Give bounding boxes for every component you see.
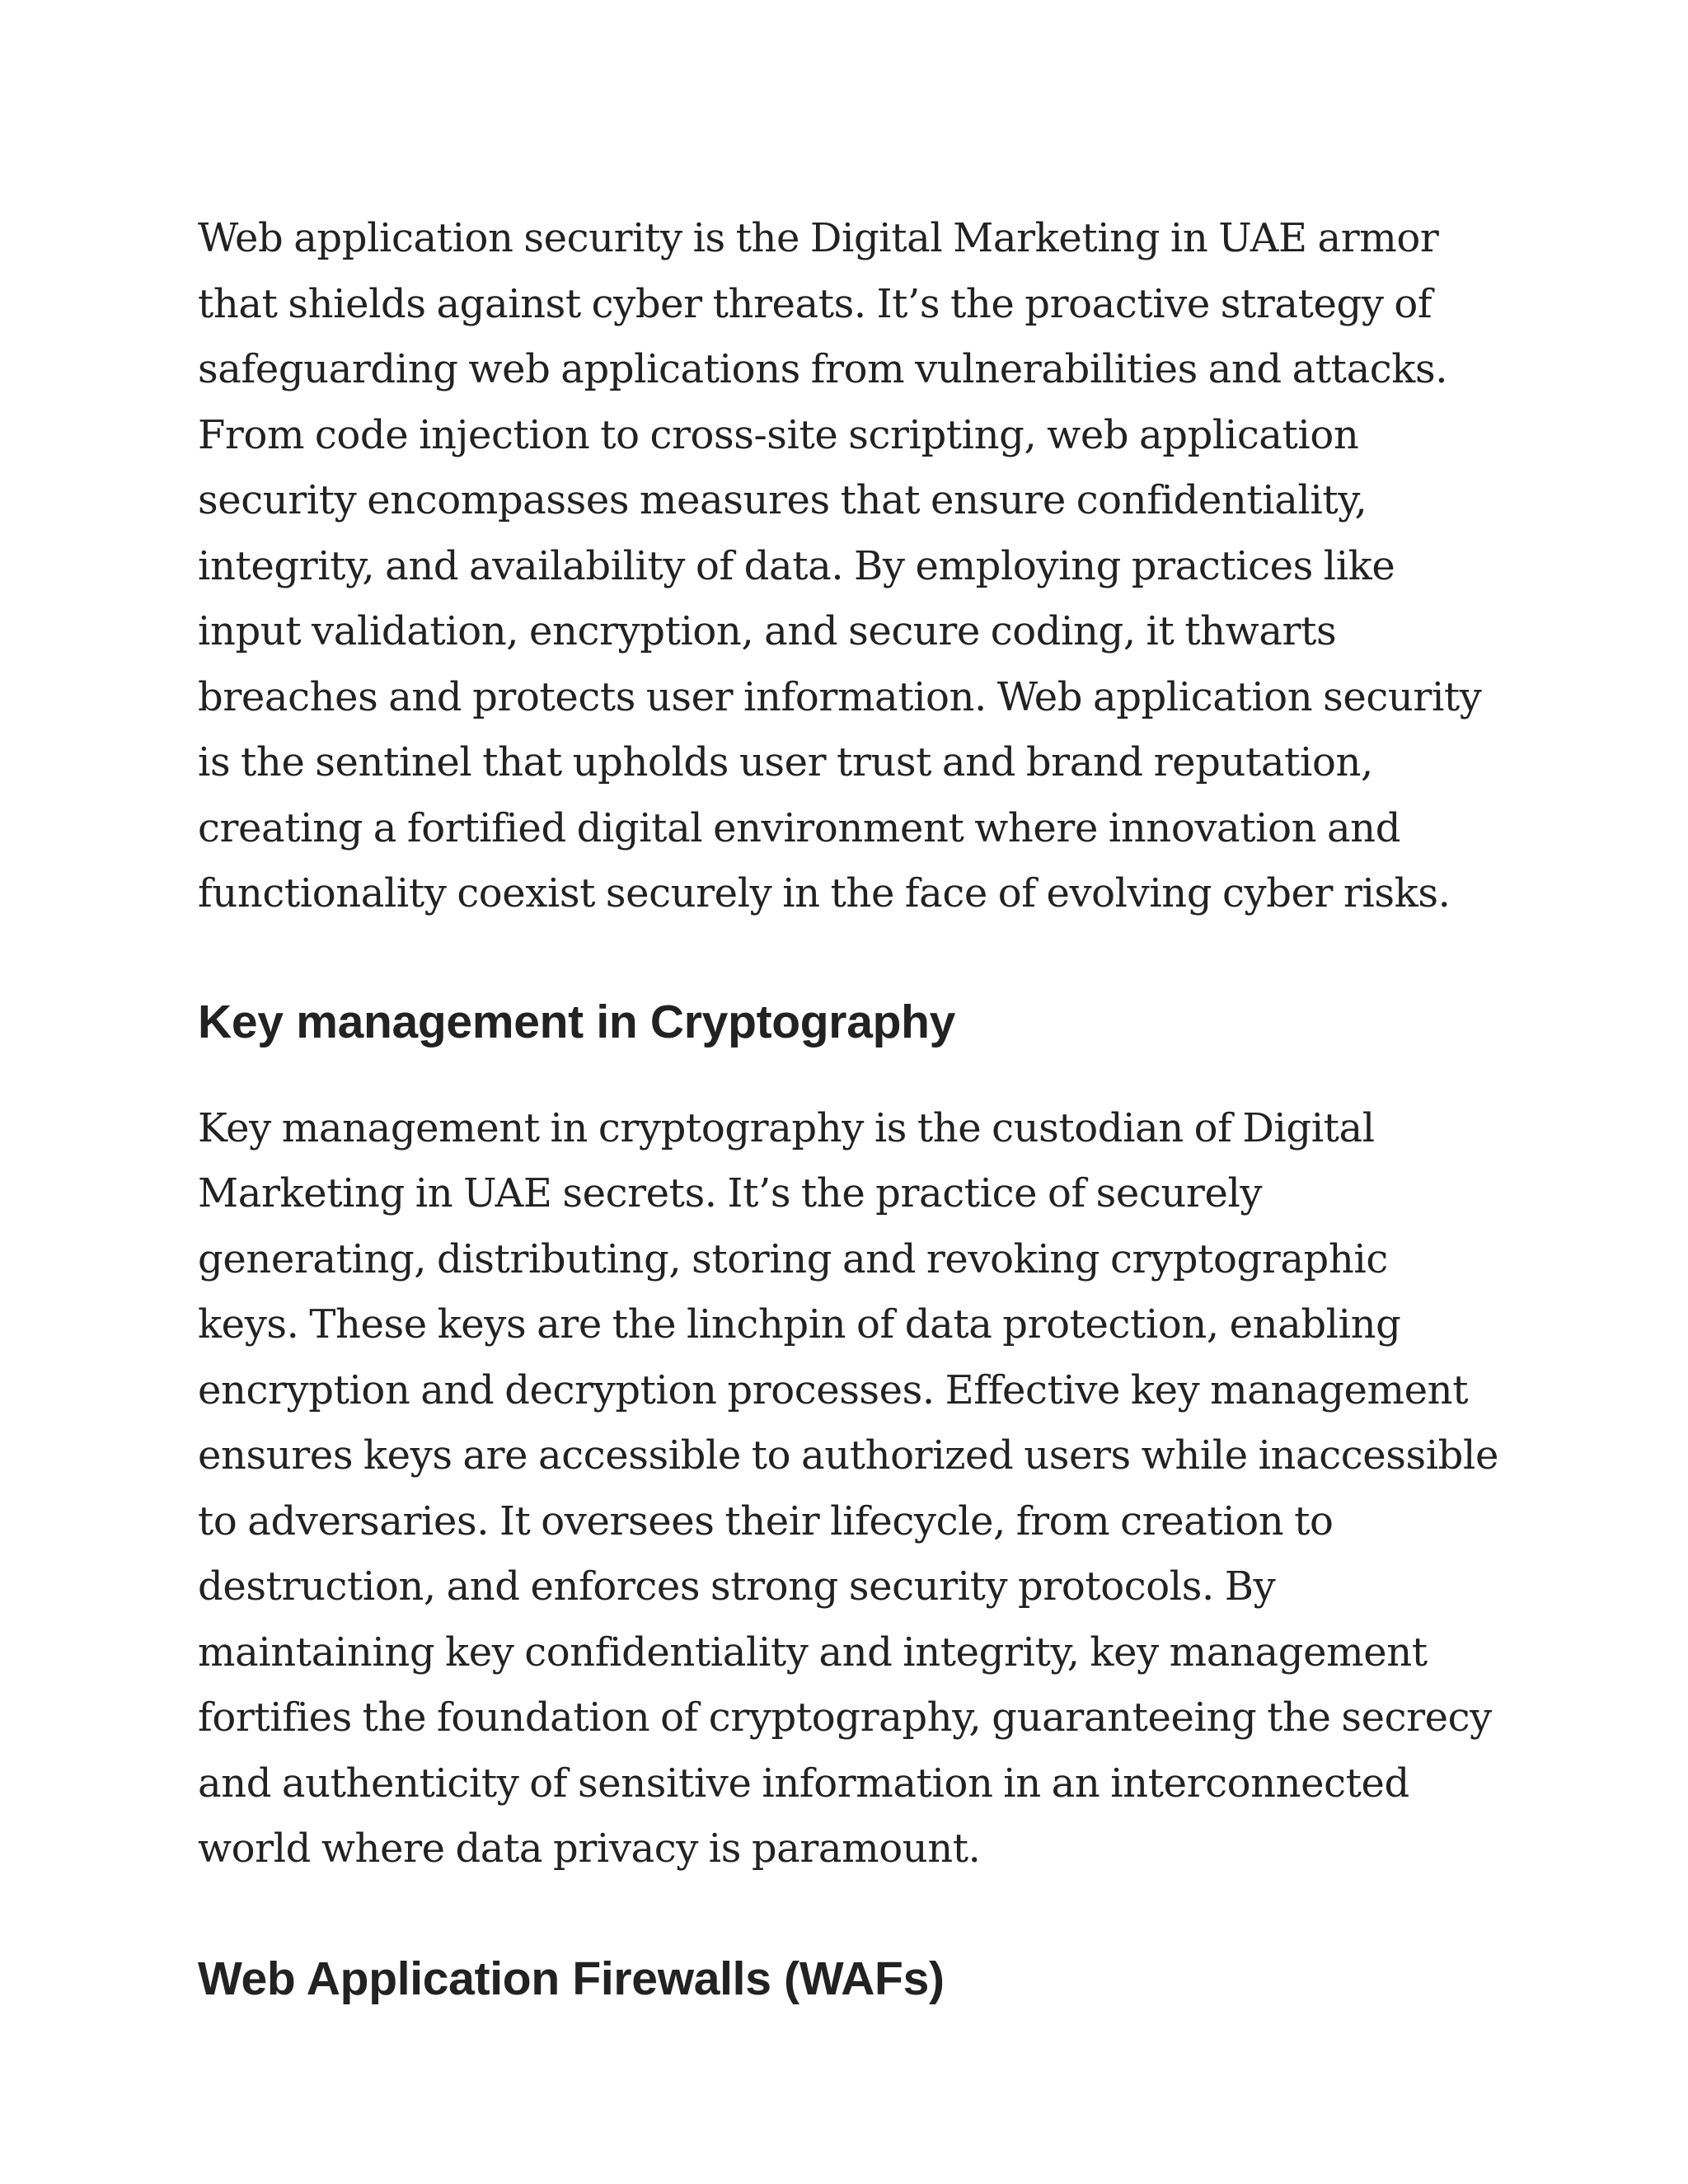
heading-key-management: Key management in Cryptography (198, 995, 956, 1048)
paragraph-web-application-security: Web application security is the Digital Marketing in UAE armor that shields against cyber threats. It’s the proactive strategy of safeguarding web applications from vulnerabilities and attacks. From code injection to cross-site scripting, web application security encompasses measures that ensure confidentiality, integrity, and availability of data. By employing practices like input validation, encryption, and secure coding, it thwarts breaches and protects user information. Web application security is the sentinel that upholds user trust and brand reputation, creating a fortified digital environment where innovation and functionality coexist securely in the face of evolving cyber risks. (198, 215, 1482, 916)
heading-web-application-firewalls: Web Application Firewalls (WAFs) (198, 1952, 945, 2005)
document-content (198, 206, 1498, 2008)
paragraph-key-management: Key management in cryptography is the custodian of Digital Marketing in UAE secrets. It’s the practice of securely generating, distributing, storing and revoking cryptographic keys. These keys are the linchpin of data protection, enabling encryption and decryption processes. Effective key management ensures keys are accessible to authorized users while inaccessible to adversaries. It oversees their lifecycle, from creation to destruction, and enforces strong security protocols. By maintaining key confidentiality and integrity, key management fortifies the foundation of cryptography, guaranteeing the secrecy and authenticity of sensitive information in an interconnected world where data privacy is paramount. (198, 1104, 1498, 1872)
